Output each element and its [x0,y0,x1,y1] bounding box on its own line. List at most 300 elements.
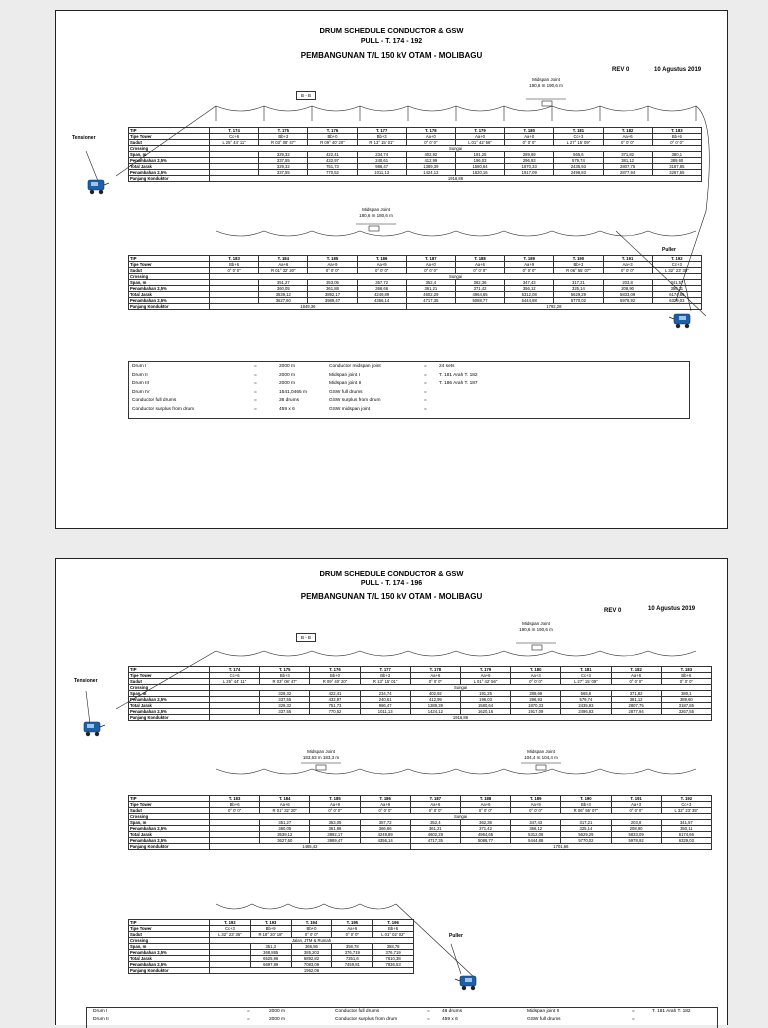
row-label: Sudut [129,140,210,146]
table-cell: 4356,14 [357,298,406,304]
table-row [129,304,702,310]
summary-key: Midspan joint I [329,372,360,378]
summary-key: GSW surplus from drum [329,398,381,403]
table-cell: 361,21 [406,286,455,292]
table-cell: 203,8 [603,280,652,286]
table-cell: Aa+3 [603,262,652,268]
table-cell: Aa+0 [455,134,504,140]
summary-value: 2000 m [279,381,295,386]
table-cell: T. 182 [603,128,652,134]
table-cell: T. 191 [603,256,652,262]
table-cell: T. 181 [554,128,603,134]
table-cell: Bb+3 [357,134,406,140]
table-cell: 329,32 [259,152,308,158]
table-cell: 234,74 [357,152,406,158]
row-label: Tipe Tower [129,802,210,808]
table-cell: 770,52 [310,709,360,715]
table-cell: 3187,85 [661,703,711,709]
table-cell: T. 175 [259,128,308,134]
row-label: Total Jarak [129,164,210,170]
table-cell: 5770,02 [561,838,611,844]
conductor-length-cell: 1701,66 [410,844,711,850]
table-cell: Cc+6 [210,134,259,140]
table-cell: 5978,92 [611,838,661,844]
table-cell: 1620,16 [455,170,504,176]
midspan-joint-values: 190,6 m 190,6 m [529,83,563,88]
table-cell: L 27° 15' 09" [554,140,603,146]
table-cell: T. 183 [210,796,260,802]
table-cell: 325,14 [554,286,603,292]
midspan-joint-title: Midspan Joint [522,621,550,626]
summary-value: 459 x 6 [442,1017,458,1022]
table-cell: Aa+9 [310,802,360,808]
table-cell: 6174,66 [661,832,711,838]
summary-eq: = [254,372,257,378]
table-cell: L 27° 15' 09" [561,679,611,685]
summary-row [129,364,689,370]
table-cell: 0° 0' 0" [310,808,360,814]
row-label: Penambahan 2,5% [129,298,210,304]
table-cell: T. 183 [661,667,711,673]
summary-value: 1541,0465 m [279,389,308,395]
table-cell: Aa+3 [511,673,561,679]
table-cell: R 06° 55' 07" [554,268,603,274]
table-cell: 296,93 [505,158,554,164]
table-cell: R 09° 40' 20" [310,679,360,685]
row-label: Panjang Konduktor [129,304,210,310]
table-cell: 341,57 [652,280,701,286]
puller-machine-icon [454,973,480,991]
table-cell: 352,4 [406,280,455,286]
table-cell: 1917,09 [511,709,561,715]
table-cell: Aa+9 [511,802,561,808]
table-cell: T. 190 [561,796,611,802]
document-date: 10 Agustus 2019 [648,606,696,612]
table-cell: 317,21 [554,280,603,286]
table-cell: T. 185 [310,796,360,802]
puller-label: Puller [449,933,463,939]
table-cell: 0° 0' 0" [360,808,410,814]
summary-key: Drum I [93,1009,108,1014]
table-cell: 366,86 [291,944,332,950]
table-cell: 325,14 [561,826,611,832]
table-cell: 402,92 [406,152,455,158]
table-cell: 7251,6 [332,956,373,962]
table-cell: 0° 0' 0" [308,268,357,274]
table-cell: Aa+9 [505,262,554,268]
conductor-length-cell: 1792,28 [406,304,701,310]
revision: REV 0 [612,67,630,73]
table-cell: 380,1 [661,691,711,697]
table-cell: 2807,75 [603,164,652,170]
table-cell: T. 176 [310,667,360,673]
row-label: Crossing [129,938,210,944]
row-label: Total Jarak [129,956,210,962]
table-cell: 366,66 [357,286,406,292]
summary-eq: = [427,1017,430,1022]
tensioner-machine-icon [80,719,106,737]
table-cell: 1389,39 [410,703,460,709]
midspan-joint-values: 190,6 m 190,6 m [519,627,553,632]
table-cell: 5444,88 [511,838,561,844]
conductor-length-cell: 1916,86 [210,176,702,182]
summary-key: Conductor full drums [335,1009,380,1014]
table-cell: 7459,81 [332,962,373,968]
table-cell: 0° 0' 0" [332,932,373,938]
table-cell: 5833,09 [603,292,652,298]
summary-eq: = [247,1009,250,1014]
summary-key: Conductor midspan joint [329,364,381,369]
table-cell: Aa+6 [611,673,661,679]
table-cell: 352,4 [410,820,460,826]
table-cell: 2435,93 [561,703,611,709]
summary-key: GSW midspan joint [329,406,371,412]
table-cell: T. 186 [360,796,410,802]
table-cell: 3892,17 [310,832,360,838]
summary-eq: = [254,389,257,395]
midspan-joint-title: Midspan Joint [362,207,390,212]
table-cell: R 03° 08' 47" [260,679,310,685]
table-cell: 422,41 [308,152,357,158]
row-label: Span, m [129,152,210,158]
row-label: Tipe Tower [129,262,210,268]
table-cell: 0° 0' 0" [511,808,561,814]
table-cell: 385,203 [291,950,332,956]
table-cell: R 01° 32' 20" [260,808,310,814]
table-cell: T. 179 [455,128,504,134]
table-cell: R 06° 55' 07" [561,808,611,814]
row-label: Sudut [129,679,210,685]
table-row [129,968,414,974]
table-cell: 5770,02 [554,298,603,304]
table-cell: 366,66 [360,826,410,832]
table-cell: Aa+3 [611,802,661,808]
summary-row [129,381,689,387]
pull-range: PULL - T. 174 - 192 [360,38,423,45]
table-cell: L 32° 23' 35" [210,932,251,938]
table-cell: 5312,08 [505,292,554,298]
table-cell: 371,82 [603,152,652,158]
table-cell: 240,61 [357,158,406,164]
section-bb-label: B - B [296,91,316,100]
table-cell: 1870,33 [511,703,561,709]
row-label: Crossing [129,146,210,152]
table-cell: Bb+3 [360,673,410,679]
table-cell: 5629,29 [561,832,611,838]
table-cell: 1424,12 [406,170,455,176]
table-cell: 6697,89 [250,962,291,968]
midspan-joint-top-label [516,77,576,89]
summary-row [129,398,689,404]
table-cell: 0° 0' 0" [511,679,561,685]
crossing-cell: Sungai [210,274,702,280]
tensioner-machine-icon [84,177,110,195]
summary-value: 48 drums [442,1009,462,1014]
row-label: Penambahan 2,5% [129,826,210,832]
table-cell: 2496,83 [554,170,603,176]
row-label: Penambahan 2,5% [129,170,210,176]
summary-row [129,373,689,379]
row-label: Span, m [129,691,210,697]
table-cell: 2877,94 [603,170,652,176]
table-cell: T. 192 [661,796,711,802]
table-cell: 2435,93 [554,164,603,170]
project-title: PEMBANGUNAN T/L 150 kV OTAM - MOLIBAGU [300,51,483,60]
summary-key: Midspan joint II [527,1009,560,1014]
table-cell: T. 182 [611,667,661,673]
summary-value: T. 181 Arah T. 182 [439,372,478,378]
table-cell: Bb+6 [661,673,711,679]
table-cell: 3187,85 [652,164,701,170]
table-cell: 432,97 [308,158,357,164]
table-cell: Bb+6 [652,134,701,140]
table-cell: T. 180 [505,128,554,134]
span-table-2 [128,255,702,310]
summary-value: 459 x 6 [279,406,295,412]
table-cell: 0° 0' 0" [603,140,652,146]
summary-key: Drum II [132,372,148,378]
table-cell: L 25° 44' 11" [210,679,260,685]
table-cell: T. 178 [410,667,460,673]
row-label: TIP [129,667,210,673]
table-cell: 4717,35 [410,838,460,844]
table-cell: 7836,53 [373,962,414,968]
row-label: Total Jarak [129,703,210,709]
row-label: Penambahan 2,5% [129,697,210,703]
table-cell: T. 174 [210,128,259,134]
span-table-3 [128,919,414,974]
table-cell: T. 192 [652,256,701,262]
table-cell: 381,12 [611,697,661,703]
table-cell: Aa+9 [308,262,357,268]
row-label: TIP [129,920,210,926]
table-cell: Bb+6 [210,262,259,268]
table-cell: 3892,17 [308,292,357,298]
table-cell: Aa+6 [460,673,510,679]
table-cell: Cc+3 [661,802,711,808]
table-cell: T. 189 [511,796,561,802]
table-cell: 358,78 [373,944,414,950]
table-cell: 362,36 [460,820,510,826]
midspan-joint-values: 180,6 m 180,6 m [359,213,393,218]
table-cell: Bb+3 [561,802,611,808]
midspan-joint-mid-label-1 [291,749,351,761]
table-cell: 4964,65 [455,292,504,298]
table-cell: T. 177 [357,128,406,134]
table-cell: 371,82 [611,691,661,697]
summary-row [129,390,689,396]
table-cell: 2807,75 [611,703,661,709]
table-cell: 2496,83 [561,709,611,715]
table-cell: R 09° 40' 20" [308,140,357,146]
table-cell: 751,73 [310,703,360,709]
row-label: Crossing [129,685,210,691]
table-cell: 3539,12 [260,832,310,838]
table-cell: 296,93 [511,697,561,703]
row-label: Span, m [129,280,210,286]
table-cell: 0° 0' 0" [410,679,460,685]
row-label: Panjang Konduktor [129,844,210,850]
sheet-title: DRUM SCHEDULE CONDUCTOR & GSW [319,569,464,578]
table-cell: 351,27 [259,280,308,286]
drum-summary-box [86,1007,718,1028]
table-cell: Cc+3 [561,673,611,679]
table-cell: 770,52 [308,170,357,176]
table-cell: R 03° 08' 47" [259,140,308,146]
table-cell: Bb+0 [291,926,332,932]
table-cell: 6174,66 [652,292,701,298]
summary-key: Conductor full drums [132,398,177,403]
table-cell: 5833,09 [611,832,661,838]
table-cell: 3539,12 [259,292,308,298]
midspan-joint-title: Midspan Joint [532,77,560,82]
table-cell: Aa+0 [406,262,455,268]
row-label: Crossing [129,814,210,820]
table-cell: T. 187 [410,796,460,802]
summary-eq: = [254,398,257,403]
crossing-cell: Sungai [210,146,702,152]
table-cell: 4356,14 [360,838,410,844]
conductor-length-cell: 1485,42 [210,844,411,850]
table-cell: T. 196 [373,920,414,926]
table-cell: 350,11 [661,826,711,832]
table-cell: 1011,13 [360,709,410,715]
table-cell: 191,25 [455,152,504,158]
crossing-cell: Sungai [210,814,712,820]
row-label: Penambahan 2,5% [129,286,210,292]
row-label: Panjang Konduktor [129,968,210,974]
table-cell: 240,61 [360,697,410,703]
tensioner-label: Tensioner [74,678,98,684]
puller-label: Puller [662,247,676,253]
summary-key: GSW full drums [527,1017,561,1022]
table-cell: 196,03 [455,158,504,164]
row-label: TIP [129,796,210,802]
table-cell: T. 183 [210,256,259,262]
table-cell: Bb+3 [260,673,310,679]
summary-row [129,407,689,413]
table-cell: T. 179 [460,667,510,673]
table-cell: 0° 0' 0" [505,268,554,274]
table-cell: Aa+6 [455,262,504,268]
table-cell: L 01° 42' 56" [460,679,510,685]
table-cell: 7610,38 [373,956,414,962]
table-cell: 1870,33 [505,164,554,170]
table-cell: 1580,64 [460,703,510,709]
table-cell: 368,865 [250,950,291,956]
table-cell: 579,74 [561,697,611,703]
summary-value: 2000 m [269,1009,285,1014]
table-cell: 347,43 [511,820,561,826]
table-cell: 389,60 [652,158,701,164]
table-cell: T. 191 [611,796,661,802]
table-cell: L 32° 23' 35" [652,268,701,274]
table-cell: 5088,77 [460,838,510,844]
table-cell: 360,05 [259,286,308,292]
table-cell: 412,99 [406,158,455,164]
table-cell: 196,03 [460,697,510,703]
table-cell: 1620,16 [460,709,510,715]
table-cell: 317,21 [561,820,611,826]
project-title: PEMBANGUNAN T/L 150 kV OTAM - MOLIBAGU [300,592,483,601]
row-label: Tipe Tower [129,673,210,679]
midspan-joint-mid-label [346,207,406,219]
summary-eq: = [424,406,427,412]
table-cell: 5088,77 [455,298,504,304]
table-cell: Bb+6 [373,926,414,932]
row-label: Penambahan 2,5% [129,158,210,164]
table-row [129,176,702,182]
table-cell: T. 192 [210,920,251,926]
summary-eq: = [254,364,257,369]
table-cell: Cc+3 [210,926,251,932]
table-cell: 351,3 [250,944,291,950]
midspan-joint-top-label [506,621,566,633]
table-cell: 0° 0' 0" [611,679,661,685]
table-cell: 329,32 [259,164,308,170]
table-cell: 6329,03 [652,298,701,304]
conductor-length-cell: 1962,06 [210,968,414,974]
table-cell: 208,90 [603,286,652,292]
summary-value: T. 186 Arah T. 187 [439,381,478,386]
table-cell: 565,6 [561,691,611,697]
span-table-1 [128,127,702,182]
midspan-joint-title: Midspan Joint [307,749,335,754]
table-cell: 412,99 [410,697,460,703]
revision: REV 0 [604,608,622,614]
table-cell: 3627,60 [260,838,310,844]
table-cell: Aa+0 [505,134,554,140]
table-cell: L 25° 44' 11" [210,140,259,146]
table-cell: T. 190 [554,256,603,262]
table-cell: 6329,03 [661,838,711,844]
table-cell: 341,57 [661,820,711,826]
table-cell: 0° 0' 0" [652,140,701,146]
table-cell: Aa+6 [460,802,510,808]
summary-eq: = [427,1009,430,1014]
table-cell: T. 189 [505,256,554,262]
table-cell: 3989,47 [308,298,357,304]
table-cell: Aa+6 [603,134,652,140]
table-cell: T. 181 [561,667,611,673]
table-cell: T. 188 [460,796,510,802]
table-cell: 0° 0' 0" [455,268,504,274]
table-cell: 0° 0' 0" [410,808,460,814]
table-cell: T. 185 [308,256,357,262]
table-cell: 0° 0' 0" [661,679,711,685]
table-cell: 0° 0' 0" [406,140,455,146]
midspan-joint-mid-label-2 [511,749,571,761]
summary-key: Drum II [93,1017,109,1022]
span-table-1 [128,666,712,721]
table-cell: Bb+0 [308,134,357,140]
table-cell: 0° 0' 0" [460,808,510,814]
table-cell: 289,69 [505,152,554,158]
table-cell: 371,42 [455,286,504,292]
table-cell: 371,42 [460,826,510,832]
table-cell: 3267,55 [652,170,701,176]
row-label: Penambahan 2,5% [129,950,210,956]
table-cell: 389,60 [661,697,711,703]
table-cell: 5629,29 [554,292,603,298]
table-cell: 1580,64 [455,164,504,170]
table-cell: 357,72 [357,280,406,286]
table-cell: 376,719 [373,950,414,956]
table-cell: 361,88 [310,826,360,832]
table-cell: T. 195 [332,920,373,926]
table-cell: Aa+6 [410,673,460,679]
summary-key: GSW full drums [329,389,363,395]
